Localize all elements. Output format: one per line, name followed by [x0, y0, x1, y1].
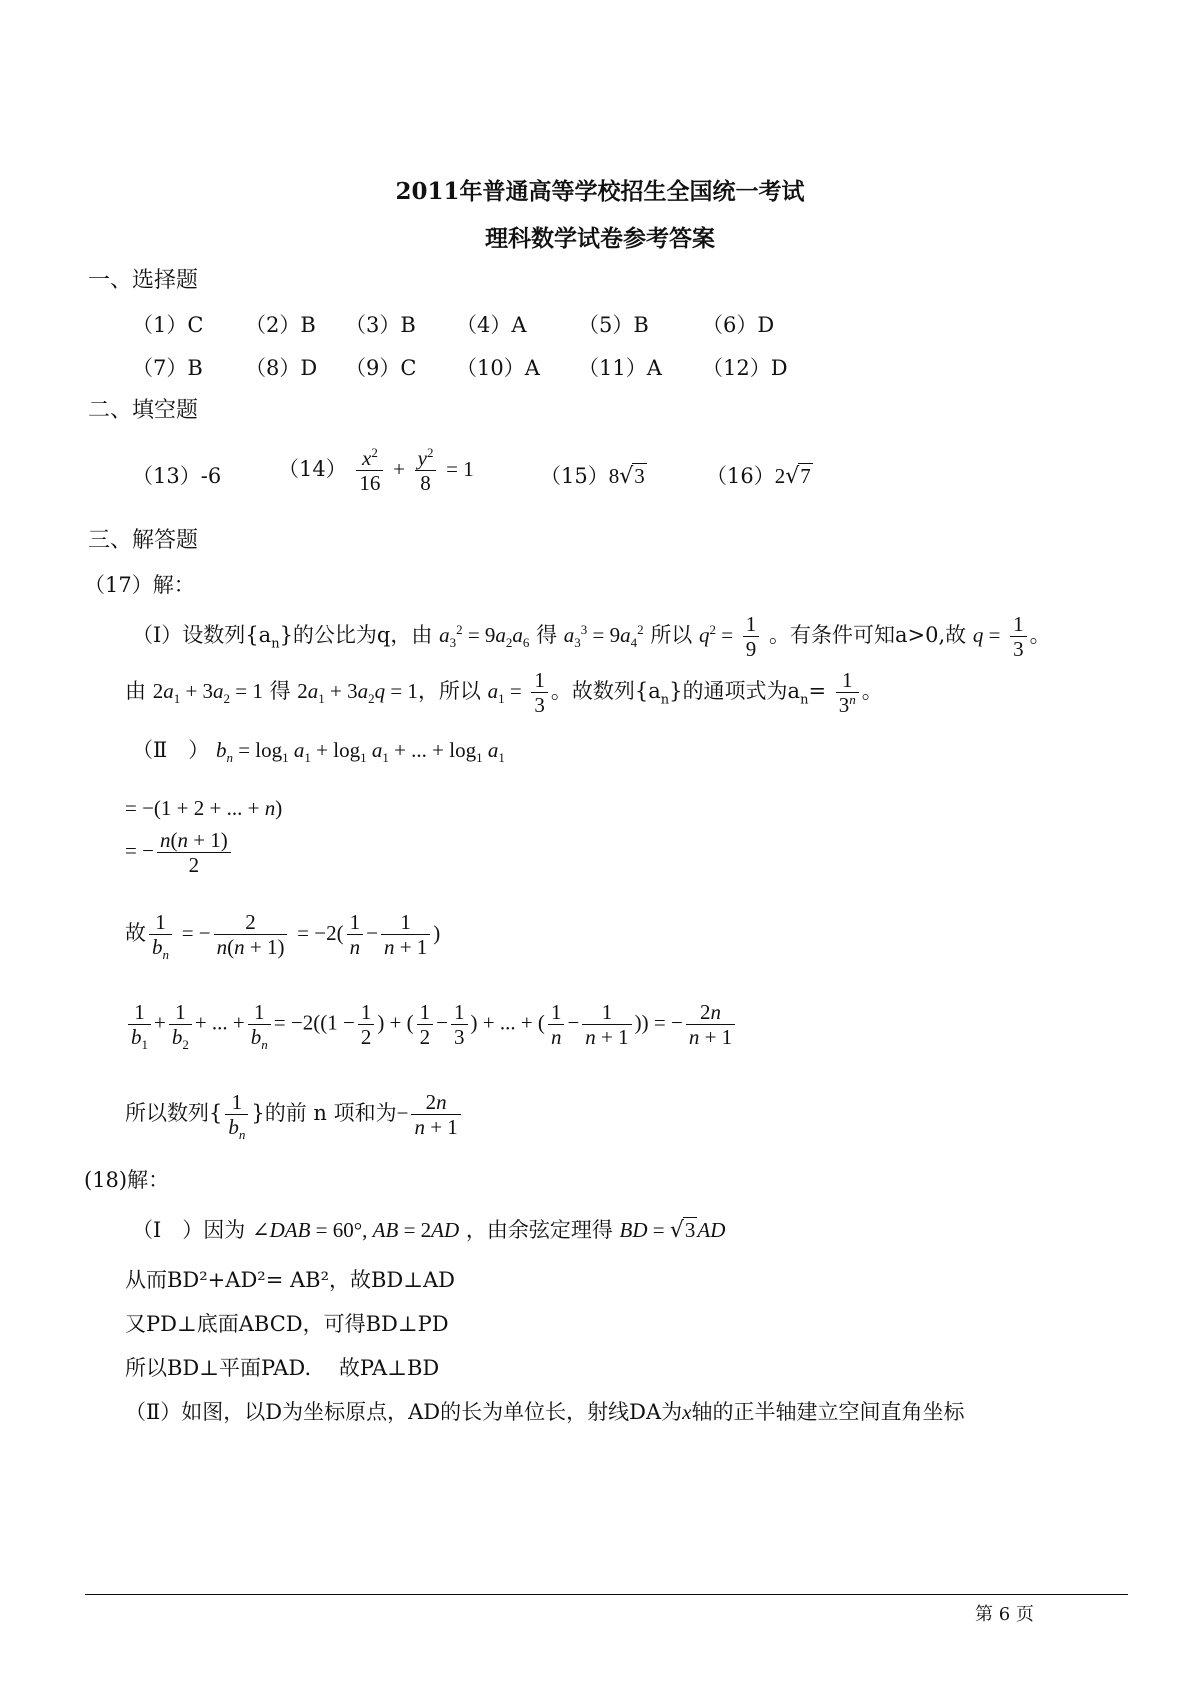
p18-line5: （Ⅱ）如图，以D为坐标原点，AD的长为单位长，射线DA为x轴的正半轴建立空间直角坐标: [125, 1400, 965, 1424]
p17-conclusion: 所以数列{ $\frac{1}{b_n}$ }的前 n 项和为− $\frac{2n}{n + 1}$: [125, 1090, 464, 1139]
answer-7: （7）B: [132, 356, 203, 380]
p17-eq-result: = − $\frac{n(n + 1)}{2}$: [125, 828, 234, 877]
answer-10: （10）A: [456, 356, 540, 380]
answer-16: （16）2√7: [706, 464, 811, 489]
p17-eq-sum: = −(1 + 2 + ... + n): [125, 796, 283, 820]
p17-telescoping-sum: $\frac{1}{b_1}$ + $\frac{1}{b_2}$ + ... + $\frac{1}{b_n}$ = −2((1 − $\frac{1}{2}$ ) + ( $\frac{1}{2}$ − $\frac{1}{3}$ ) + ... + ( $\frac{1}{n}$ − $\frac{1}{n + 1}$ )) = − $\frac{2n}{n + 1}$: [125, 1000, 738, 1049]
p17-part2-line1: （Ⅱ ） $b_n = \log_1 a_1 + \log_1 a_1$ + ... + $\log_1 a_1$: [132, 738, 505, 766]
p17-part1-line2: 由 $2a_1 + 3a_2 = 1$ 得 $2a_1 + 3a_2q = 1$，所以 $a_1$ = $\frac{1}{3}$ 。故数列$\{a_n\}$的通项式为$a_n=$ $\frac{1}{3^n}$ 。: [125, 668, 883, 718]
answer-13: （13）-6: [132, 464, 222, 488]
answer-12: （12）D: [702, 356, 788, 380]
section-heading-choice: 一、选择题: [88, 268, 199, 293]
p18-line3: 又PD⊥底面ABCD，可得BD⊥PD: [125, 1312, 449, 1336]
problem-17-label: （17）解：: [84, 573, 195, 597]
answer-6: （6）D: [702, 313, 775, 337]
footer-divider: [85, 1594, 1128, 1595]
answer-3: （3）B: [345, 313, 416, 337]
section-heading-fill: 二、填空题: [88, 398, 199, 423]
page-subtitle: 理科数学试卷参考答案: [485, 225, 715, 252]
answer-4: （4）A: [456, 313, 527, 337]
p18-line1: （Ⅰ ）因为 ∠DAB = 60°, AB = 2AD ，由余弦定理得 BD = √3AD: [132, 1218, 726, 1243]
p17-part1-line1: （Ⅰ）设数列$\{a_n\}$的公比为q，由 $a_3^2 = 9a_2a_6$ 得 $a_3^3 = 9a_4^2$ 所以 $q^2$ = $\frac{1}{9}$ 。有条件可知a>0,故 q = $\frac{1}{3}$ 。: [132, 612, 1051, 662]
problem-18-label: (18)解：: [84, 1168, 170, 1192]
p17-reciprocal: 故 $\frac{1}{b_n}$ = − $\frac{2}{n(n + 1)}$ = −2( $\frac{1}{n}$ − $\frac{1}{n + 1}$ ): [125, 910, 441, 963]
answer-15: （15）8√3: [540, 464, 645, 489]
page-number: 第 6 页: [975, 1604, 1034, 1625]
answer-11: （11）A: [578, 356, 662, 380]
answer-14: （14） $\frac{x^2}{16}$ + $\frac{y^2}{8}$ = 1: [278, 445, 474, 496]
answer-5: （5）B: [578, 313, 649, 337]
section-heading-solution: 三、解答题: [88, 528, 199, 553]
p18-line2: 从而BD²+AD²= AB²，故BD⊥AD: [125, 1268, 456, 1292]
answer-8: （8）D: [245, 356, 318, 380]
p18-line4: 所以BD⊥平面PAD. 故PA⊥BD: [125, 1356, 440, 1380]
page-title: 2011年普通高等学校招生全国统一考试: [395, 178, 805, 205]
answer-2: （2）B: [245, 313, 316, 337]
answer-9: （9）C: [345, 356, 417, 380]
answer-1: （1）C: [132, 313, 204, 337]
